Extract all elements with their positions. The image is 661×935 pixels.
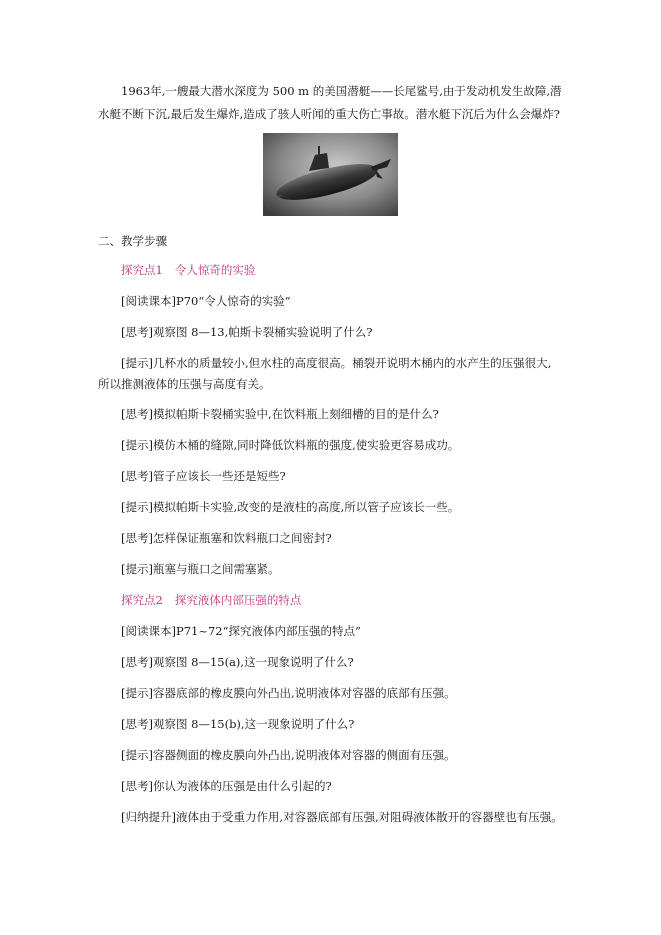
part1-line: [思考]模拟帕斯卡裂桶实验中,在饮料瓶上刻细槽的目的是什么? xyxy=(121,407,439,421)
part1-line: [思考]怎样保证瓶塞和饮料瓶口之间密封? xyxy=(121,531,332,545)
intro-line-2: 水艇不断下沉,最后发生爆炸,造成了骇人听闻的重大伤亡事故。潜水艇下沉后为什么会爆炸? xyxy=(98,107,560,121)
part2-line: [提示]容器底部的橡皮膜向外凸出,说明液体对容器的底部有压强。 xyxy=(121,686,456,700)
part1-line: [提示]瓶塞与瓶口之间需塞紧。 xyxy=(121,562,280,576)
part1-line: [提示]模仿木桶的缝隙,同时降低饮料瓶的强度,使实验更容易成功。 xyxy=(121,438,460,452)
part1-title: 令人惊奇的实验 xyxy=(174,263,256,277)
part1-line: [提示]模拟帕斯卡实验,改变的是液柱的高度,所以管子应该长一些。 xyxy=(121,500,460,514)
part2-title: 探究液体内部压强的特点 xyxy=(174,593,302,607)
part1-line: [阅读课本]P70“令人惊奇的实验” xyxy=(121,294,291,308)
part1-line: 所以推测液体的压强与高度有关。 xyxy=(98,377,271,391)
intro-line-1: 1963年,一艘最大潜水深度为 500 m 的美国潜艇——长尾鲨号,由于发动机发生故障,潜 xyxy=(121,84,562,98)
submarine-photo xyxy=(263,133,398,216)
part2-line: [思考]观察图 8—15(b),这一现象说明了什么? xyxy=(121,717,355,731)
part2-line: [思考]观察图 8—15(a),这一现象说明了什么? xyxy=(121,655,354,669)
part2-line: [思考]你认为液体的压强是由什么引起的? xyxy=(121,779,332,793)
section-title: 二、教学步骤 xyxy=(98,234,167,248)
part2-line: [阅读课本]P71~72“探究液体内部压强的特点” xyxy=(121,624,361,638)
submarine-image xyxy=(263,133,398,216)
part2-line: [提示]容器侧面的橡皮膜向外凸出,说明液体对容器的侧面有压强。 xyxy=(121,748,456,762)
part1-line: [思考]管子应该长一些还是短些? xyxy=(121,469,286,483)
part2-heading xyxy=(121,592,581,608)
part2-number: 探究点2 xyxy=(121,593,163,607)
part2-line: [归纳提升]液体由于受重力作用,对容器底部有压强,对阻碍液体散开的容器壁也有压强。 xyxy=(121,810,563,824)
part1-heading xyxy=(121,262,581,278)
part1-line: [思考]观察图 8—13,帕斯卡裂桶实验说明了什么? xyxy=(121,325,373,339)
part1-line: [提示]几杯水的质量较小,但水柱的高度很高。桶裂开说明木桶内的水产生的压强很大, xyxy=(121,356,552,370)
part1-number: 探究点1 xyxy=(121,263,163,277)
